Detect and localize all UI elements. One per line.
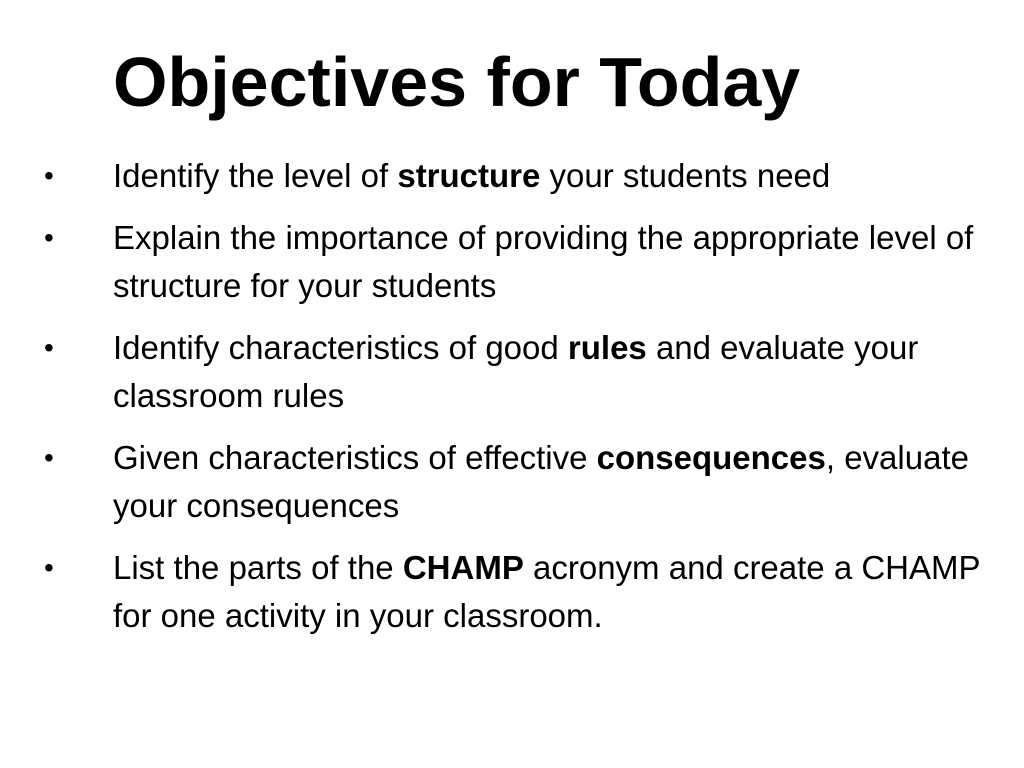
- bullet-icon: •: [44, 442, 54, 473]
- bullet-text-part: List the parts of the: [113, 549, 403, 586]
- list-item: [0, 152, 993, 200]
- bullet-text: [113, 152, 993, 200]
- objectives-list: [0, 152, 1024, 654]
- bullet-text: Explain the importance of providing the appropriate level of structure for your students: [113, 219, 974, 304]
- bullet-icon: •: [44, 332, 54, 363]
- list-item: [0, 324, 993, 420]
- list-item: [0, 214, 993, 310]
- list-item: [0, 434, 993, 530]
- bullet-icon: •: [44, 160, 54, 191]
- bullet-text: [113, 544, 993, 640]
- emphasis-structure: structure: [397, 157, 541, 194]
- list-item: [0, 544, 993, 640]
- bullet-text: [113, 324, 993, 420]
- bullet-icon: •: [44, 222, 54, 253]
- bullet-text: [113, 434, 993, 530]
- bullet-text-part: Given characteristics of effective: [113, 439, 597, 476]
- slide-title: Objectives for Today: [113, 43, 801, 121]
- bullet-text-part: your students need: [540, 157, 831, 194]
- bullet-icon: •: [44, 552, 54, 583]
- emphasis-consequences: consequences: [596, 439, 826, 476]
- bullet-text-part: and evaluate your classroom rules: [113, 329, 919, 414]
- emphasis-rules: rules: [567, 329, 647, 366]
- bullet-text-part: Identify characteristics of good: [113, 329, 568, 366]
- bullet-text-part: Identify the level of: [113, 157, 398, 194]
- emphasis-champ: CHAMP: [402, 549, 524, 586]
- bullet-text-part: , evaluate your consequences: [113, 439, 969, 524]
- bullet-text-part: acronym and create a CHAMP for one activity in your classroom.: [113, 549, 980, 634]
